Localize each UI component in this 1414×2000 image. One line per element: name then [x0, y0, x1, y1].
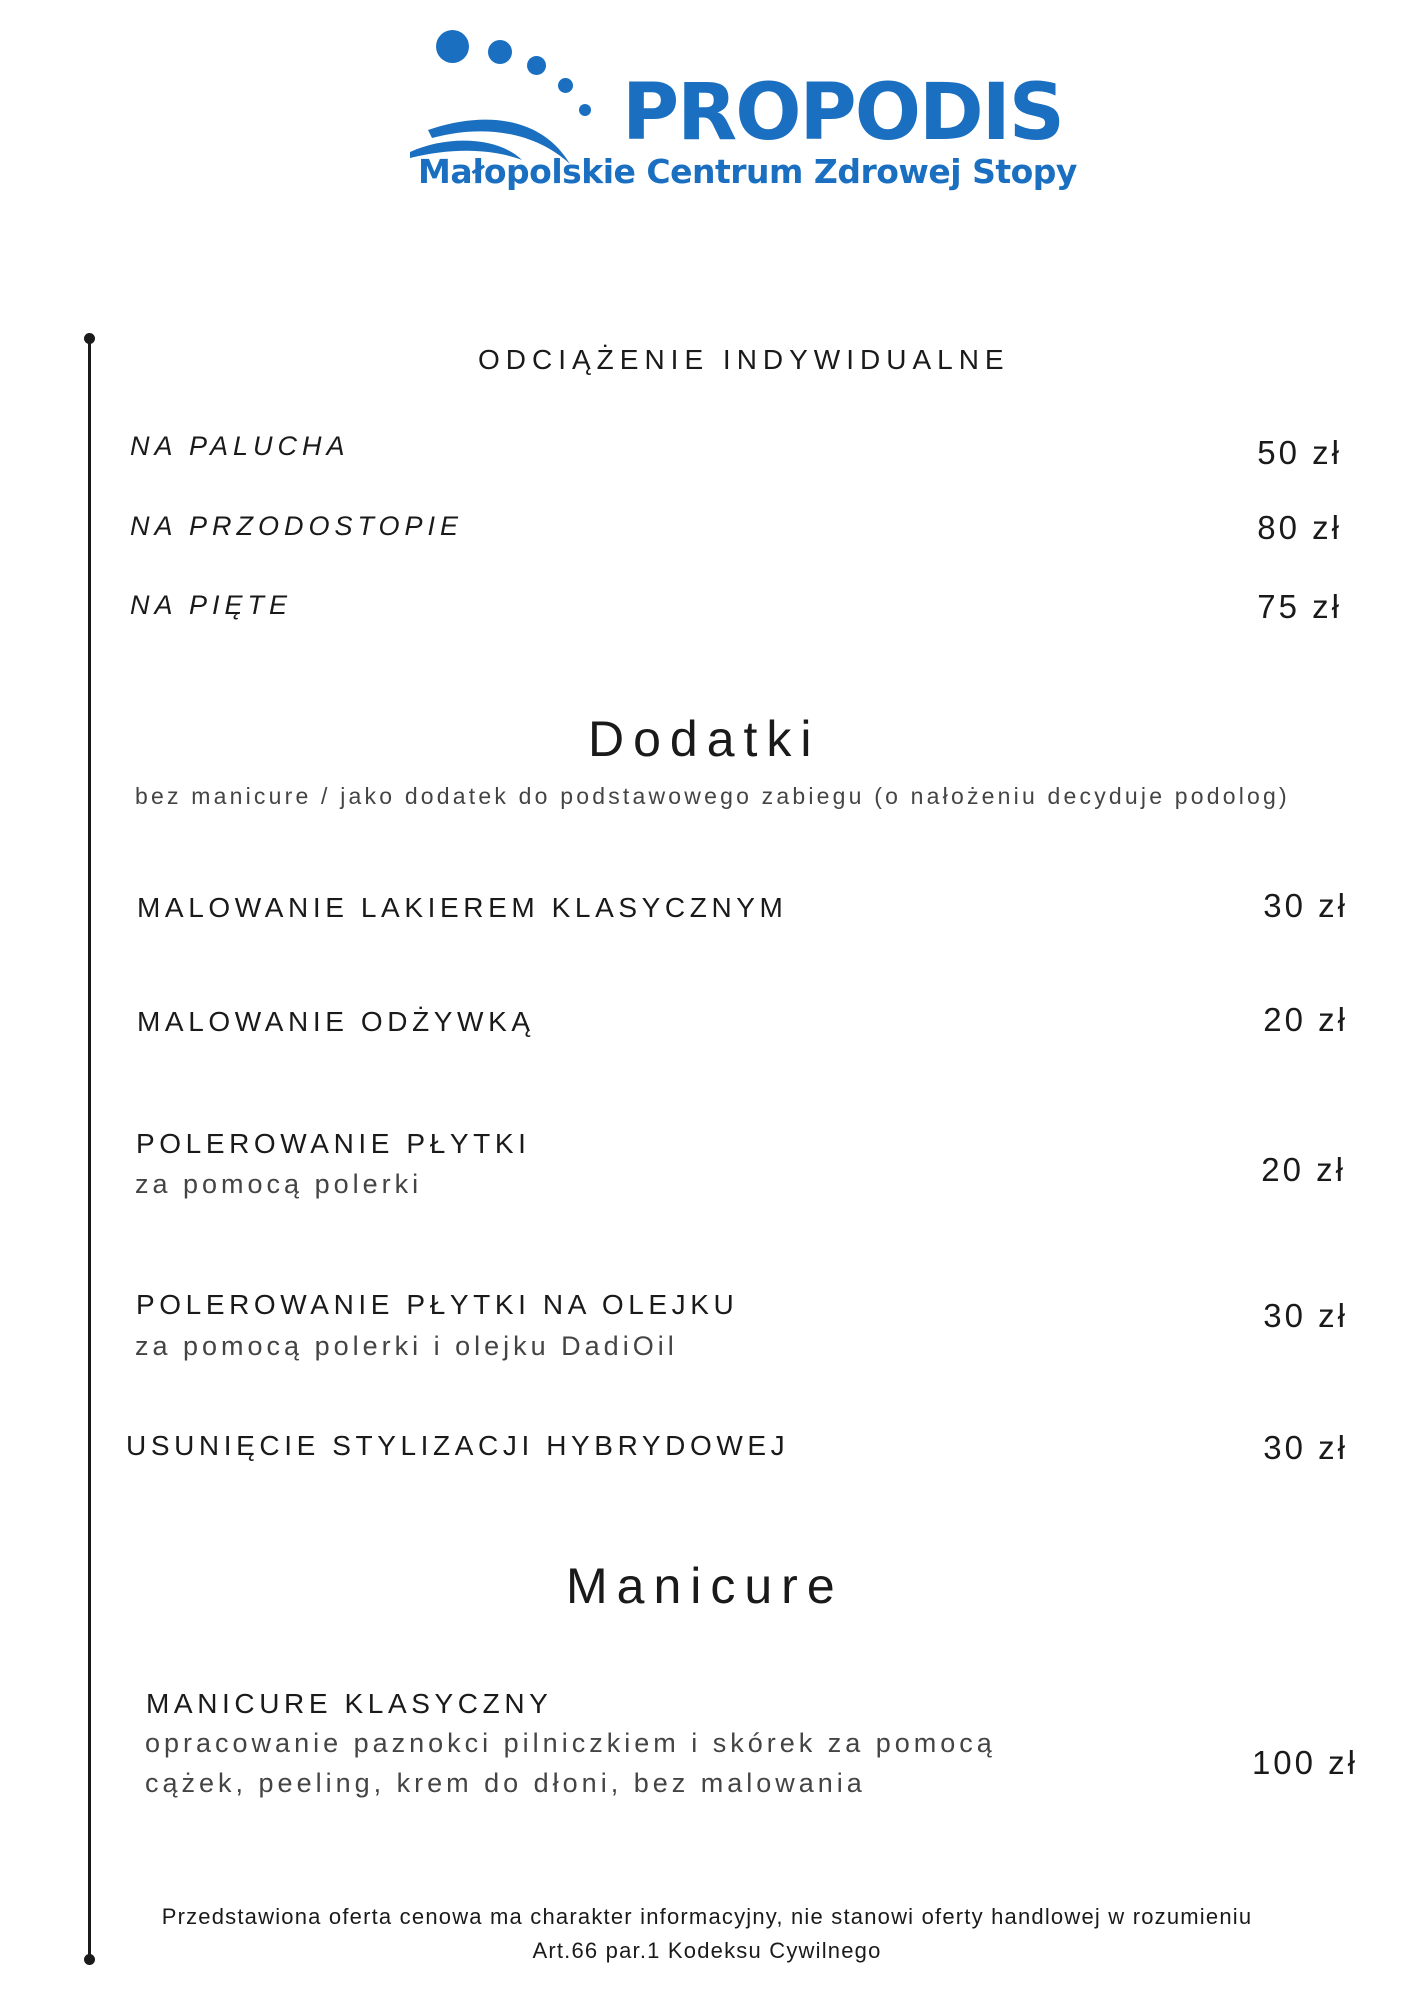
item-name-palucha: NA PALUCHA: [130, 431, 350, 461]
item-price-polerowanie-olejek: 30 zł: [1263, 1297, 1348, 1334]
item-name-lakier: MALOWANIE LAKIEREM KLASYCZNYM: [137, 892, 788, 923]
item-price-piete: 75 zł: [1257, 588, 1342, 625]
section-title-odciazenie: ODCIĄŻENIE INDYWIDUALNE: [478, 344, 1010, 375]
item-price-manicure-klasyczny: 100 zł: [1251, 1744, 1358, 1781]
disclaimer-line1: Przedstawiona oferta cenowa ma charakter informacyjny, nie stanowi oferty handlowej w rozumieniu: [161, 1904, 1253, 1929]
item-name-polerowanie: POLEROWANIE PŁYTKI: [136, 1128, 531, 1159]
item-price-odzywka: 20 zł: [1263, 1001, 1348, 1038]
timeline-dot-top: [84, 333, 95, 344]
section-title-manicure: Manicure: [566, 1558, 844, 1614]
item-desc-manicure-line1: opracowanie paznokci pilniczkiem i skórek za pomocą: [145, 1728, 996, 1758]
logo: [410, 22, 1077, 207]
item-name-usuniecie-hybryda: USUNIĘCIE STYLIZACJI HYBRYDOWEJ: [126, 1430, 790, 1461]
item-name-piete: NA PIĘTE: [130, 590, 293, 620]
section-note-dodatki: bez manicure / jako dodatek do podstawowego zabiegu (o nałożeniu decyduje podolog): [135, 783, 1290, 809]
brand-name: PROPODIS: [622, 68, 1063, 158]
item-desc-polerowanie-olejek: za pomocą polerki i olejku DadiOil: [135, 1331, 678, 1361]
item-price-lakier: 30 zł: [1263, 887, 1348, 924]
disclaimer: [0, 1900, 1414, 1968]
item-price-polerowanie: 20 zł: [1261, 1151, 1346, 1188]
item-name-manicure-klasyczny: MANICURE KLASYCZNY: [146, 1688, 553, 1719]
item-name-odzywka: MALOWANIE ODŻYWKĄ: [137, 1006, 535, 1037]
item-desc-polerowanie: za pomocą polerki: [135, 1169, 423, 1199]
item-price-palucha: 50 zł: [1257, 434, 1342, 471]
item-name-polerowanie-olejek: POLEROWANIE PŁYTKI NA OLEJKU: [136, 1289, 739, 1320]
item-desc-manicure-line2: cążek, peeling, krem do dłoni, bez malowania: [145, 1768, 866, 1798]
brand-tagline: Małopolskie Centrum Zdrowej Stopy: [418, 152, 1077, 191]
item-price-przodostopie: 80 zł: [1257, 509, 1342, 546]
item-name-przodostopie: NA PRZODOSTOPIE: [130, 511, 464, 541]
disclaimer-line2: Art.66 par.1 Kodeksu Cywilnego: [532, 1938, 882, 1963]
section-title-dodatki: Dodatki: [588, 711, 821, 767]
timeline-line: [88, 337, 91, 1960]
item-price-usuniecie-hybryda: 30 zł: [1263, 1429, 1348, 1466]
